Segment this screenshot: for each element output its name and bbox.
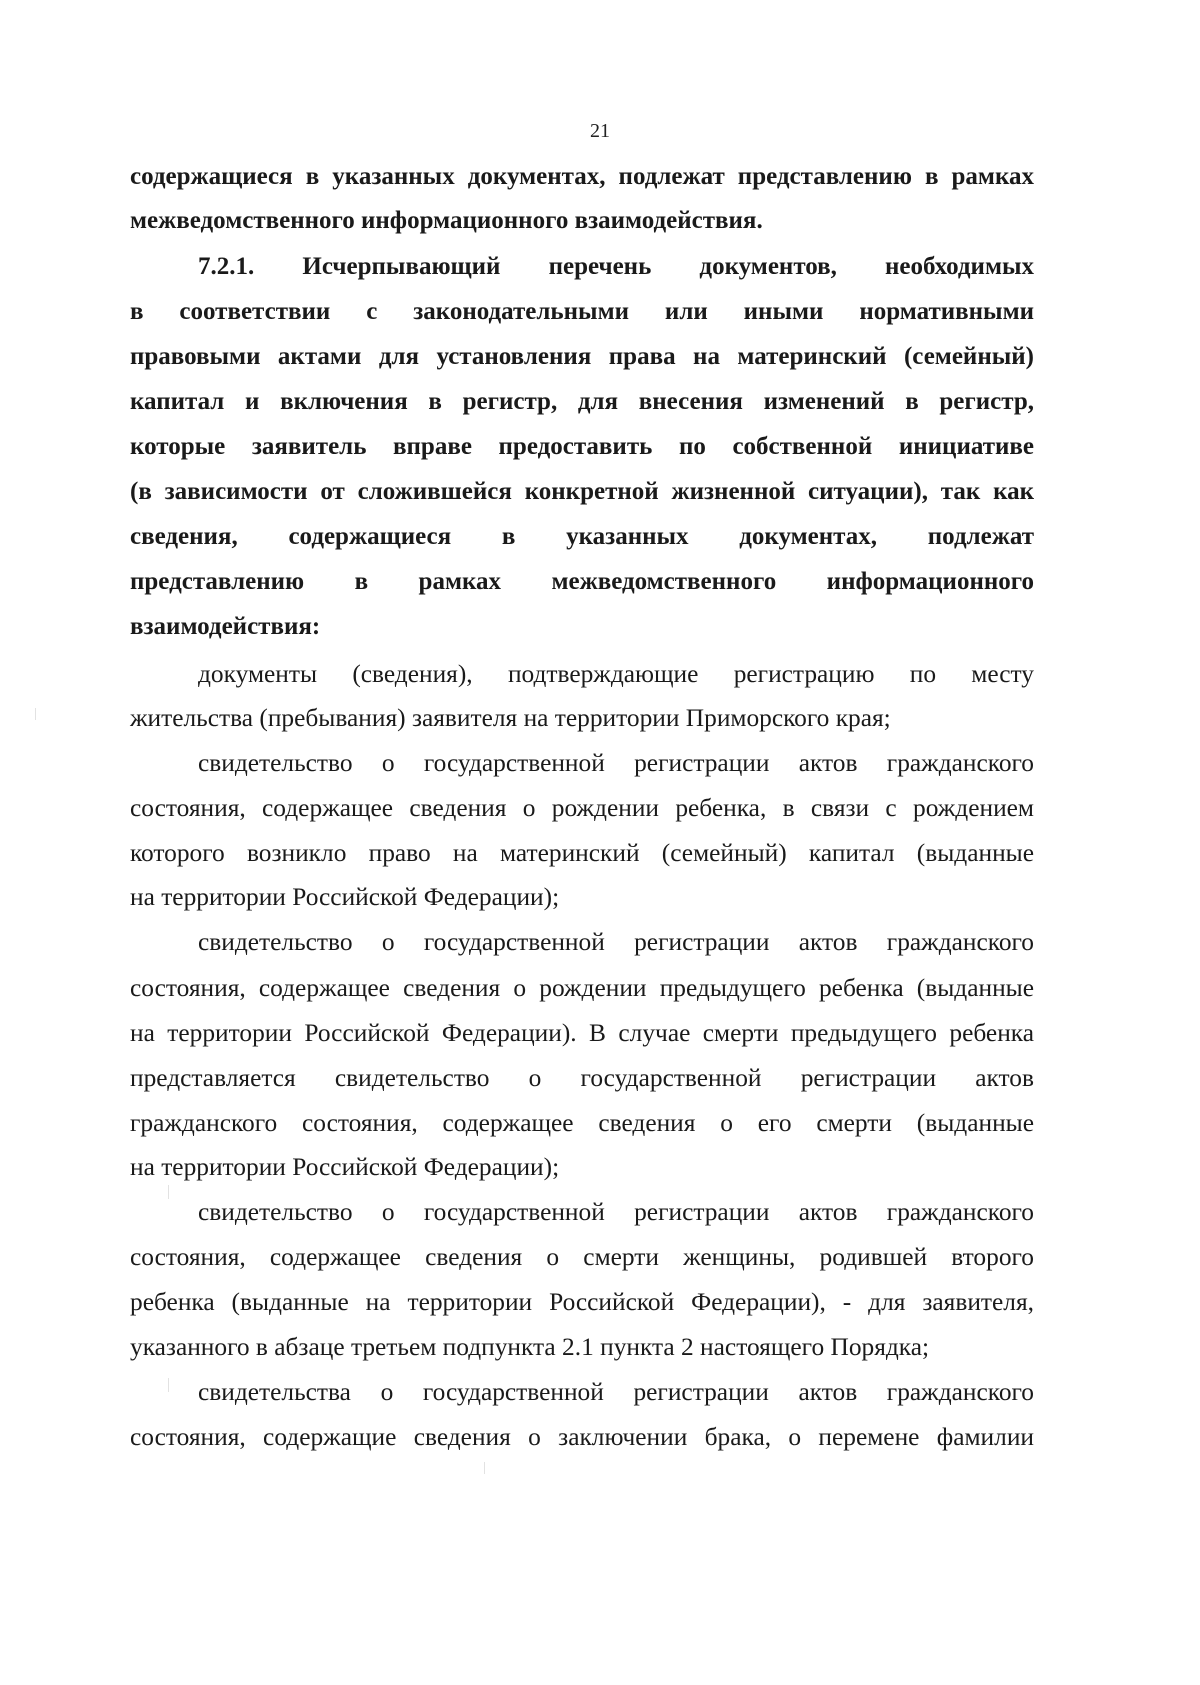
list-item-line: жительства (пребывания) заявителя на территории Приморского края; — [130, 704, 891, 732]
section-7-2-1-line: представлению в рамках межведомственного информационного — [130, 568, 1034, 595]
section-7-2-1-line: капитал и включения в регистр, для внесения изменений в регистр, — [130, 388, 1034, 415]
scan-artifact — [35, 708, 36, 720]
list-item-line: на территории Российской Федерации); — [130, 883, 560, 911]
section-7-2-1-line: сведения, содержащиеся в указанных документах, подлежат — [130, 523, 1034, 550]
list-item-line: свидетельство о государственной регистрации актов гражданского — [198, 1198, 1034, 1226]
intro-line: межведомственного информационного взаимодействия. — [130, 207, 763, 234]
list-item-line: указанного в абзаце третьем подпункта 2.1 пункта 2 настоящего Порядка; — [130, 1333, 930, 1361]
scan-artifact — [168, 1378, 169, 1392]
list-item-line: документы (сведения), подтверждающие регистрацию по месту — [198, 660, 1034, 688]
list-item-line: состояния, содержащее сведения о рождении ребенка, в связи с рождением — [130, 794, 1034, 822]
list-item-line: свидетельства о государственной регистрации актов гражданского — [198, 1378, 1034, 1406]
list-item-line: на территории Российской Федерации). В случае смерти предыдущего ребенка — [130, 1019, 1034, 1047]
scan-artifact — [484, 1462, 485, 1474]
scan-artifact — [168, 1185, 169, 1199]
section-7-2-1-line: правовыми актами для установления права на материнский (семейный) — [130, 343, 1034, 370]
section-7-2-1-line: (в зависимости от сложившейся конкретной жизненной ситуации), так как — [130, 478, 1034, 505]
section-7-2-1-line: взаимодействия: — [130, 613, 321, 640]
section-7-2-1-line: 7.2.1. Исчерпывающий перечень документов, необходимых — [198, 253, 1034, 280]
section-7-2-1-line: в соответствии с законодательными или иными нормативными — [130, 298, 1034, 325]
list-item-line: ребенка (выданные на территории Российской Федерации), - для заявителя, — [130, 1288, 1034, 1316]
list-item-line: на территории Российской Федерации); — [130, 1153, 560, 1181]
list-item-line: свидетельство о государственной регистрации актов гражданского — [198, 749, 1034, 777]
list-item-line: гражданского состояния, содержащее сведения о его смерти (выданные — [130, 1109, 1034, 1137]
list-item-line: представляется свидетельство о государственной регистрации актов — [130, 1064, 1034, 1092]
list-item-line: которого возникло право на материнский (семейный) капитал (выданные — [130, 839, 1034, 867]
page-number: 21 — [590, 120, 610, 142]
list-item-line: свидетельство о государственной регистрации актов гражданского — [198, 928, 1034, 956]
list-item-line: состояния, содержащее сведения о смерти женщины, родившей второго — [130, 1243, 1034, 1271]
list-item-line: состояния, содержащее сведения о рождении предыдущего ребенка (выданные — [130, 974, 1034, 1002]
intro-line: содержащиеся в указанных документах, подлежат представлению в рамках — [130, 163, 1034, 190]
list-item-line: состояния, содержащие сведения о заключении брака, о перемене фамилии — [130, 1423, 1034, 1451]
section-7-2-1-line: которые заявитель вправе предоставить по собственной инициативе — [130, 433, 1034, 460]
